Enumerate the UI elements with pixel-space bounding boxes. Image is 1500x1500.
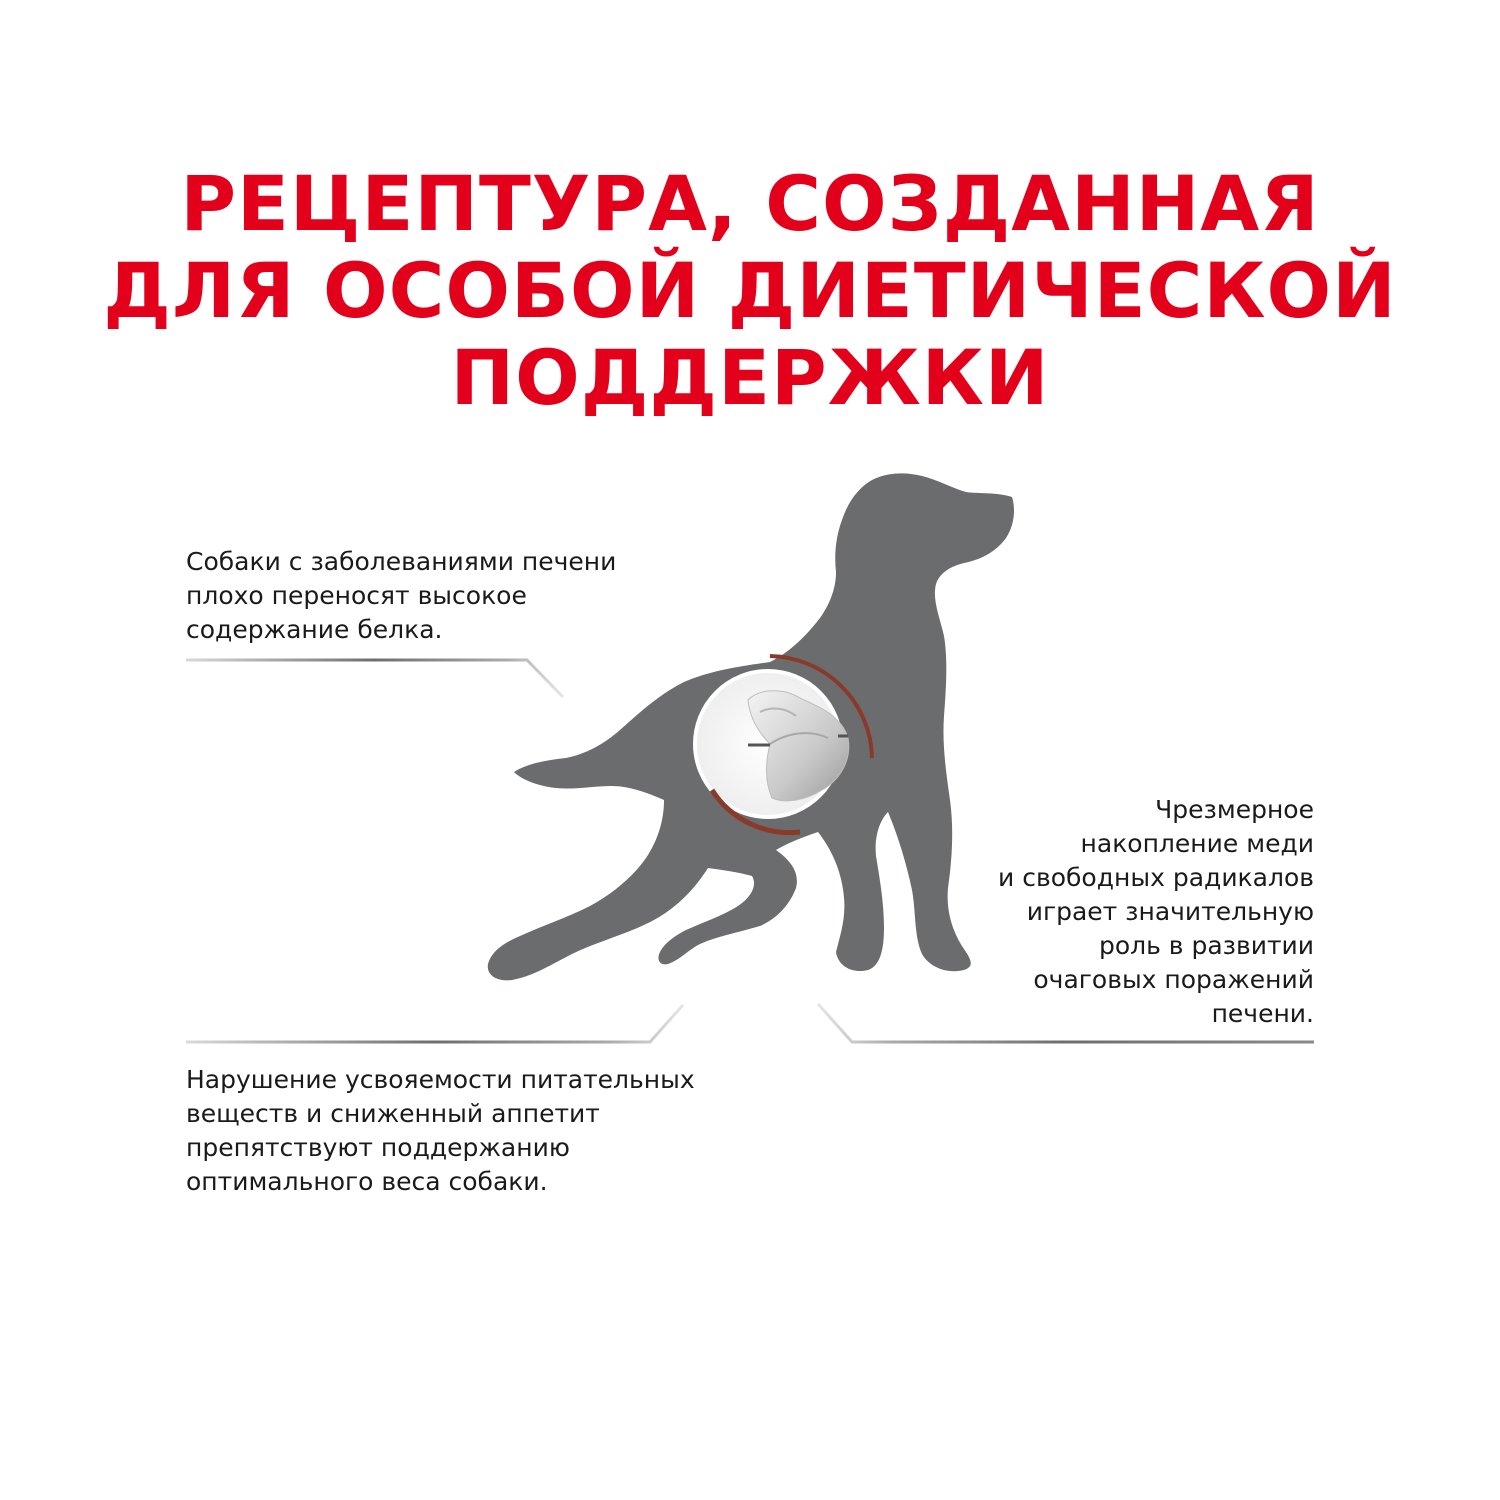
callout-line-text: печени. <box>1211 999 1314 1028</box>
callout-copper <box>920 793 1314 1031</box>
callout-line-bottom-left <box>186 1005 683 1042</box>
callout-line-text: препятствуют поддержанию <box>186 1133 570 1162</box>
callout-digestibility <box>186 1063 695 1199</box>
headline <box>0 160 1500 421</box>
callout-line-text: Собаки с заболеваниями печени <box>186 547 617 576</box>
callout-line-text: играет значительную <box>1026 897 1314 926</box>
callout-line-text: и свободных радикалов <box>998 863 1314 892</box>
headline-line: ДЛЯ ОСОБОЙ ДИЕТИЧЕСКОЙ <box>103 246 1397 335</box>
callout-line-text: содержание белка. <box>186 615 443 644</box>
headline-line: ПОДДЕРЖКИ <box>450 333 1050 422</box>
callout-line-text: Чрезмерное <box>1155 795 1314 824</box>
headline-line: РЕЦЕПТУРА, СОЗДАННАЯ <box>180 159 1320 248</box>
callout-line-text: веществ и сниженный аппетит <box>186 1099 600 1128</box>
callout-protein <box>186 545 616 647</box>
callout-line-text: роль в развитии <box>1098 931 1314 960</box>
callout-line-text: Нарушение усвояемости питательных <box>186 1065 695 1094</box>
callout-line-text: оптимального веса собаки. <box>186 1167 548 1196</box>
callout-line-text: накопление меди <box>1080 829 1314 858</box>
callout-line-text: очаговых поражений <box>1033 965 1314 994</box>
callout-line-text: плохо переносят высокое <box>186 581 527 610</box>
callout-line-top-left <box>186 660 563 697</box>
